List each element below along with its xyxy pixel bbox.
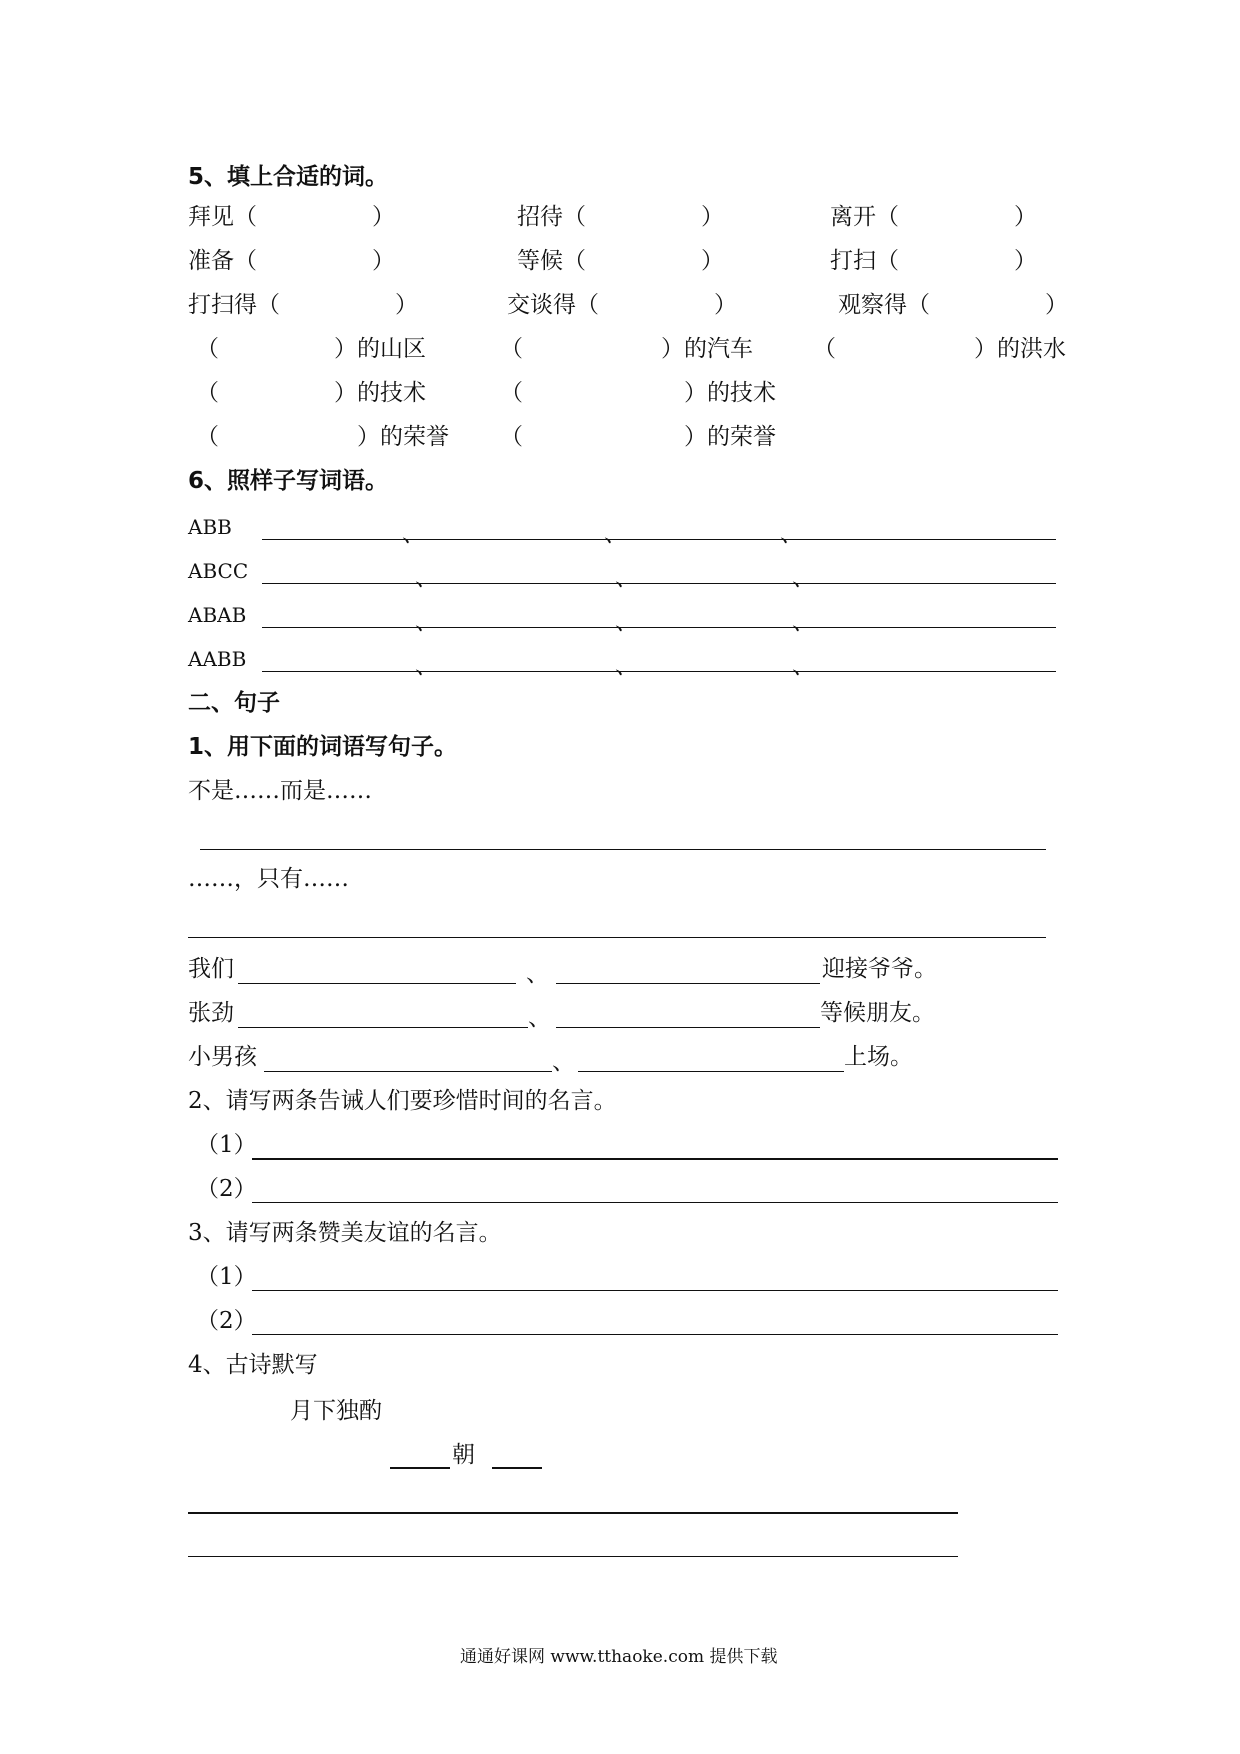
s2-q1-sentence2-line[interactable] — [188, 937, 1046, 938]
q6-abcc-sep3: 、 — [792, 565, 815, 591]
s2-fill2-end: 等候朋友。 — [820, 1000, 935, 1026]
poem-title: 月下独酌 — [290, 1398, 382, 1424]
q6-pattern-aabb: AABB — [188, 647, 247, 671]
q6-aabb-answer-line[interactable] — [262, 671, 1056, 672]
q5-row4-item1: （ ）的山区 — [196, 336, 426, 362]
q6-abcc-sep2: 、 — [615, 565, 638, 591]
s2-q1-heading: 1、用下面的词语写句子。 — [188, 734, 458, 760]
s2-fill1-mid: 、 — [526, 961, 549, 987]
s2-fill2-blank1[interactable] — [238, 1027, 528, 1028]
q5-row4-item2: （ ）的汽车 — [500, 336, 753, 362]
q5-row2-item1: 准备（ ） — [188, 248, 395, 274]
s2-q2-item2-label: （2） — [196, 1176, 257, 1202]
q5-row3-item3: 观察得（ ） — [838, 292, 1068, 318]
q6-abab-answer-line[interactable] — [262, 627, 1056, 628]
poem-line-1[interactable] — [188, 1512, 958, 1514]
s2-q4-heading: 4、古诗默写 — [188, 1352, 318, 1378]
q5-row5-item2: （ ）的技术 — [500, 380, 776, 406]
q5-row1-item3: 离开（ ） — [830, 204, 1037, 230]
s2-fill3-start: 小男孩 — [188, 1044, 257, 1070]
q6-abcc-sep1: 、 — [415, 565, 438, 591]
q6-heading: 6、照样子写词语。 — [188, 468, 389, 494]
q5-row2-item2: 等候（ ） — [517, 248, 724, 274]
s2-q2-heading: 2、请写两条告诫人们要珍惜时间的名言。 — [188, 1088, 617, 1114]
s2-fill3-blank1[interactable] — [264, 1071, 552, 1072]
q6-abcc-answer-line[interactable] — [262, 583, 1056, 584]
q6-pattern-abab: ABAB — [188, 603, 247, 627]
q6-abb-answer-line[interactable] — [262, 539, 1056, 540]
s2-q3-item1-label: （1） — [196, 1264, 257, 1290]
q6-abab-sep1: 、 — [415, 609, 438, 635]
dynasty-blank-before[interactable] — [390, 1467, 450, 1469]
q5-row4-item3: （ ）的洪水 — [813, 336, 1066, 362]
s2-q2-item1-label: （1） — [196, 1132, 257, 1158]
q5-row3-item2: 交谈得（ ） — [507, 292, 737, 318]
author-blank-after[interactable] — [492, 1467, 542, 1469]
s2-q3-item1-line[interactable] — [252, 1290, 1058, 1291]
q6-abab-sep3: 、 — [792, 609, 815, 635]
s2-q3-item2-label: （2） — [196, 1308, 257, 1334]
q5-row6-item2: （ ）的荣誉 — [500, 424, 776, 450]
q6-aabb-sep1: 、 — [415, 653, 438, 679]
s2-q2-item2-line[interactable] — [252, 1202, 1058, 1203]
q6-abb-sep2: 、 — [604, 521, 627, 547]
s2-fill1-end: 迎接爷爷。 — [822, 956, 937, 982]
s2-q3-heading: 3、请写两条赞美友谊的名言。 — [188, 1220, 502, 1246]
s2-fill3-mid: 、 — [552, 1049, 575, 1075]
q5-row2-item3: 打扫（ ） — [830, 248, 1037, 274]
q5-row3-item1: 打扫得（ ） — [188, 292, 418, 318]
q6-aabb-sep3: 、 — [792, 653, 815, 679]
poem-dynasty: 朝 — [452, 1442, 475, 1468]
s2-q1-prompt2: ……，只有…… — [188, 866, 349, 892]
s2-fill2-start: 张劲 — [188, 1000, 234, 1026]
s2-fill2-mid: 、 — [528, 1005, 551, 1031]
section2-heading: 二、句子 — [188, 690, 280, 716]
s2-q3-item2-line[interactable] — [252, 1334, 1058, 1335]
q6-aabb-sep2: 、 — [615, 653, 638, 679]
q6-abb-sep3: 、 — [780, 521, 803, 547]
s2-q2-item1-line[interactable] — [252, 1158, 1058, 1160]
q6-pattern-abb: ABB — [188, 515, 232, 539]
s2-q1-prompt1: 不是……而是…… — [188, 778, 372, 804]
s2-fill1-blank2[interactable] — [556, 983, 820, 984]
q6-abb-sep1: 、 — [402, 521, 425, 547]
s2-q1-sentence1-line[interactable] — [200, 849, 1046, 850]
q5-row1-item2: 招待（ ） — [517, 204, 724, 230]
s2-fill3-end: 上场。 — [844, 1044, 913, 1070]
q5-row1-item1: 拜见（ ） — [188, 204, 395, 230]
q6-pattern-abcc: ABCC — [188, 559, 249, 583]
q5-row6-item1: （ ）的荣誉 — [196, 424, 449, 450]
footer-credit: 通通好课网 www.tthaoke.com 提供下载 — [460, 1647, 778, 1667]
s2-fill2-blank2[interactable] — [556, 1027, 820, 1028]
poem-line-2[interactable] — [188, 1556, 958, 1557]
s2-fill1-start: 我们 — [188, 956, 234, 982]
q5-row5-item1: （ ）的技术 — [196, 380, 426, 406]
s2-fill3-blank2[interactable] — [578, 1071, 844, 1072]
q6-abab-sep2: 、 — [615, 609, 638, 635]
s2-fill1-blank1[interactable] — [238, 983, 516, 984]
q5-heading: 5、填上合适的词。 — [188, 164, 389, 190]
